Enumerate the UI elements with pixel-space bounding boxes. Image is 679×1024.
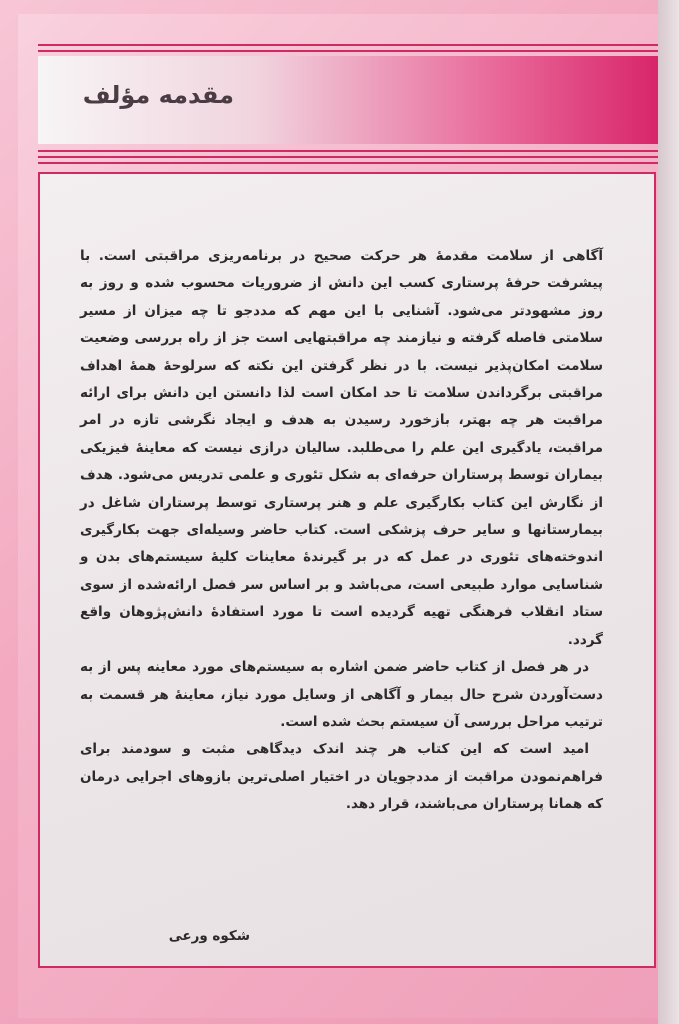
- paragraph-2: در هر فصل از کتاب حاضر ضمن اشاره به سیستم‌های مورد معاینه پس از به دست‌آوردن شرح حال بیمار و آگاهی از وسایل مورد نیاز، معاینهٔ هر قسمت به ترتیب مراحل بررسی آن سیستم بحث شده است.: [80, 659, 603, 730]
- header-rule-3: [38, 162, 658, 164]
- page-title: مقدمه مؤلف: [82, 81, 234, 109]
- preface-body: [80, 243, 603, 819]
- book-gutter: [658, 0, 679, 1024]
- header-rule-2: [38, 156, 658, 158]
- header-rule-1: [38, 150, 658, 152]
- paragraph-1: آگاهی از سلامت مقدمهٔ هر حرکت صحیح در برنامه‌ریزی مراقبتی است. با پیشرفت حرفهٔ پرستاری کسب این دانش از ضروریات محسوب شده و روز به روز مشهودتر می‌شود. آشنایی با این مهم که مددجو تا چه میزان از مسیر سلامتی فاصله گرفته و نیازمند چه مراقبتهایی است جز از راه بررسی وضعیت سلامت امکان‌پذیر نیست. با در نظر گرفتن این نکته که سرلوحهٔ همهٔ اهداف مراقبتی برگرداندن سلامت تا حد امکان است لذا دانستن این دانش برای ارائه مراقبت هر چه بهتر، بازخورد رسیدن به هدف و ایجاد نگرشی تازه در امر مراقبت، یادگیری این علم را می‌طلبد. سالیان درازی نیست که معاینهٔ فیزیکی بیماران توسط پرستاران حرفه‌ای به شکل تئوری و علمی تدریس می‌شود. هدف از نگارش این کتاب بکارگیری علم و هنر پرستاری توسط پرستاران شاغل در بیمارستانها و سایر حرف پزشکی است. کتاب حاضر وسیله‌ای جهت بکارگیری اندوخته‌های تئوری در عمل که در بر گیرندهٔ معاینات کلیهٔ سیستم‌های بدن و شناسایی موارد طبیعی است، می‌باشد و بر اساس سر فصل ارائه‌شده از سوی ستاد انقلاب فرهنگی تهیه گردیده است تا مورد استفادهٔ دانش‌پژوهان واقع گردد.: [80, 248, 603, 648]
- top-rule-2: [38, 50, 658, 52]
- top-rule-1: [38, 44, 658, 46]
- author-signature: شکوه ورعی: [168, 928, 250, 944]
- paragraph-3: امید است که این کتاب هر چند اندک دیدگاهی مثبت و سودمند برای فراهم‌نمودن مراقبت از مددجویان در اختیار اصلی‌ترین بازوهای اجرایی درمان که همانا پرستاران می‌باشند، قرار دهد.: [80, 741, 603, 813]
